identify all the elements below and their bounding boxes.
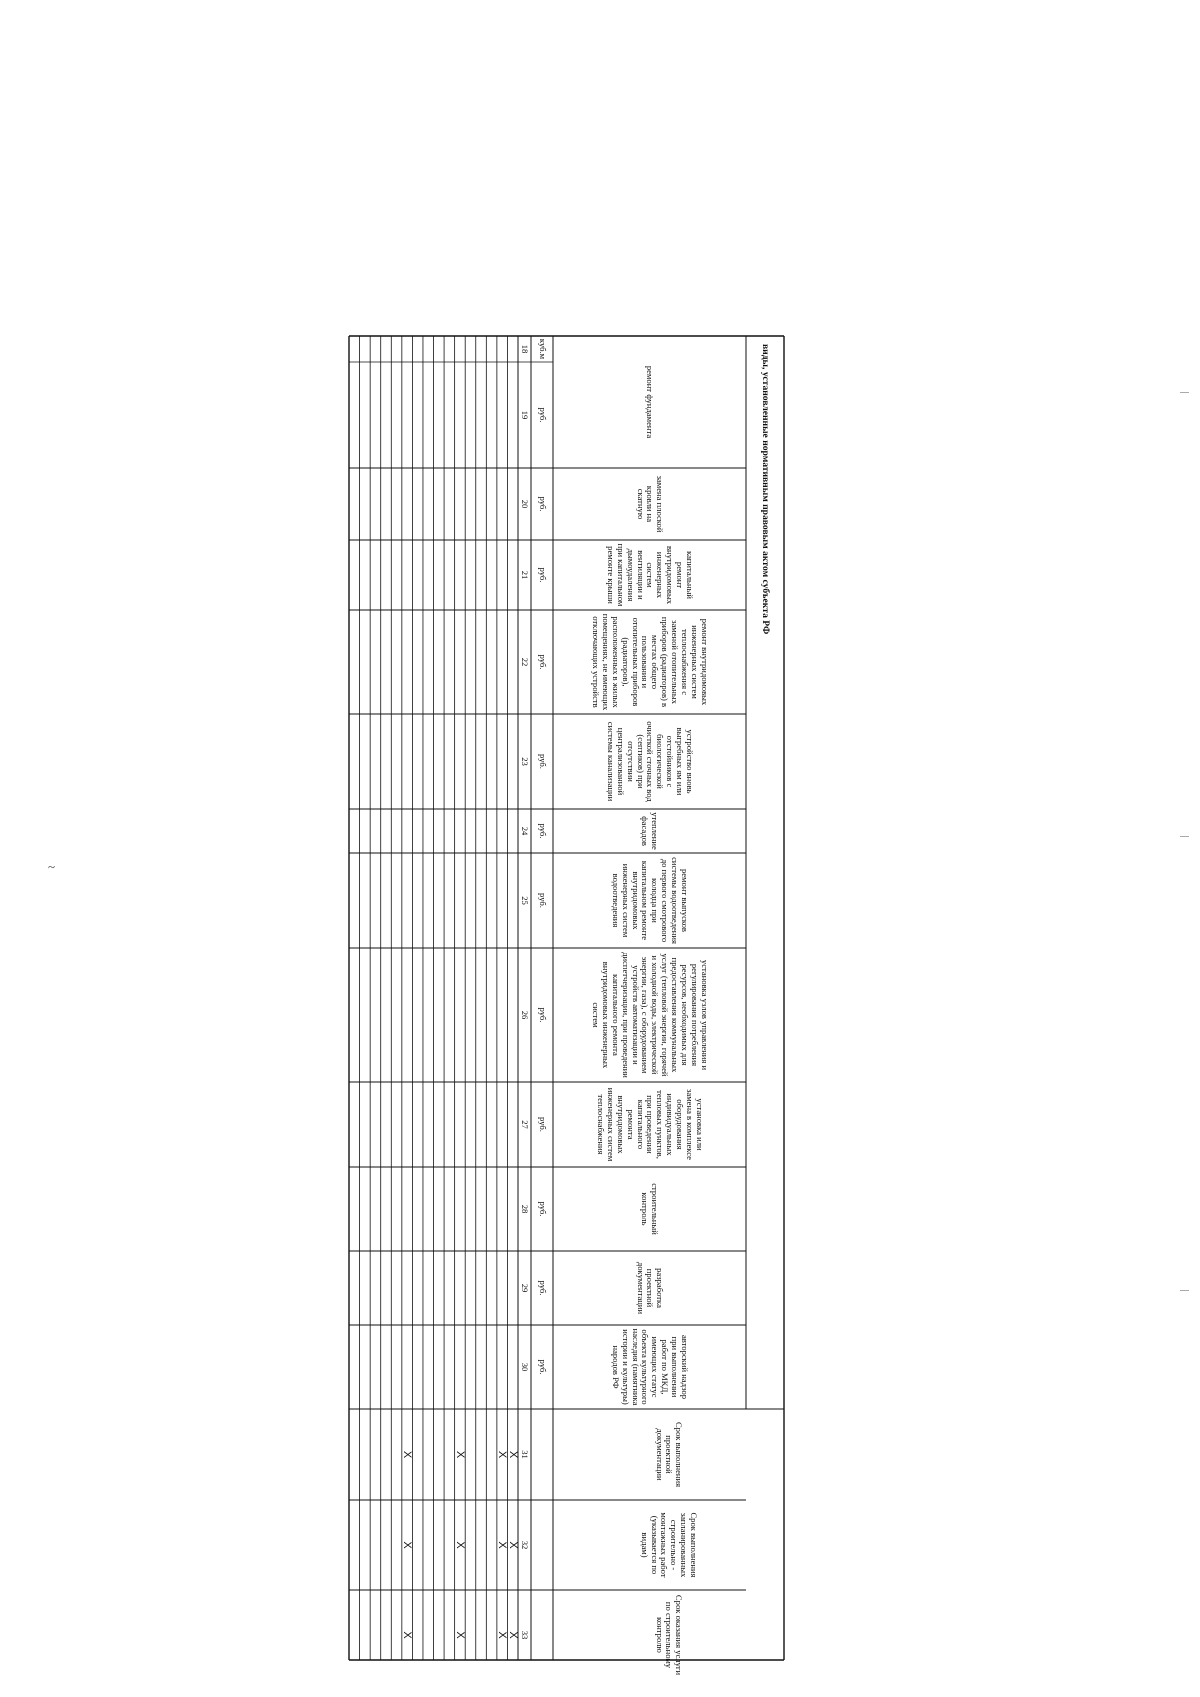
cell-mark: X bbox=[507, 1631, 520, 1639]
column-number: 22 bbox=[520, 657, 531, 667]
column-number: 19 bbox=[520, 410, 531, 420]
column-header: замена плоской кровли на скатную bbox=[635, 475, 666, 533]
column-number: 24 bbox=[520, 826, 531, 836]
unit-label: руб. bbox=[537, 567, 548, 583]
unit-label: руб. bbox=[537, 754, 548, 769]
cell-mark: X bbox=[496, 1450, 509, 1459]
column-header: капитальный ремонт внутридомовых инженерных систем вентиляции и дымоудаления при капитальном ремонте крыши bbox=[605, 543, 695, 607]
unit-label: руб. bbox=[537, 407, 548, 423]
column-number: 25 bbox=[520, 896, 531, 905]
column-header: установка узлов управления и регулирования потребления ресурсов, необходимых для предоставления коммунальных услуг (тепловой энергии, горячей и холодной воды, электрической энергии, газа), с оборудованием устройств автоматизации и диспетчеризации, при проведении капитального ремонта внутридомовых инженерных систем bbox=[591, 952, 710, 1078]
column-number: 23 bbox=[520, 757, 531, 766]
unit-label: руб. bbox=[537, 654, 548, 670]
unit-label: руб. bbox=[537, 1201, 548, 1217]
cell-mark: X bbox=[454, 1450, 467, 1459]
unit-label: руб. bbox=[537, 1117, 548, 1132]
column-header: утепление фасадов bbox=[640, 812, 661, 850]
cell-mark: X bbox=[454, 1541, 467, 1549]
column-header: устройство вновь выгребных ям или отстойников с биологической очисткой сточных вод (септиков) при отсутствии централизованной системы канализации bbox=[605, 721, 695, 802]
column-number: 32 bbox=[520, 1540, 531, 1550]
column-number: 27 bbox=[520, 1120, 531, 1129]
work-schedule-table bbox=[349, 336, 784, 1676]
scan-mark: ~ bbox=[48, 859, 56, 874]
unit-label: руб. bbox=[537, 823, 548, 839]
column-header: разработка проектной документации bbox=[635, 1261, 666, 1315]
column-number: 21 bbox=[520, 570, 531, 580]
cell-mark: X bbox=[454, 1631, 467, 1639]
column-number: 31 bbox=[520, 1450, 531, 1459]
column-header: ремонт внутридомовых инженерных систем теплоснабжения с заменой отопительных приборов (радиаторов) в местах общего пользования и отопительных приборов (радиаторов), расположенных в жилых помещениях, не имеющих отключающих устройств bbox=[591, 613, 710, 711]
cell-mark: X bbox=[496, 1541, 509, 1549]
cell-mark: X bbox=[496, 1631, 509, 1639]
cell-mark: X bbox=[401, 1450, 414, 1459]
column-header: ремонт фундамента bbox=[645, 365, 656, 439]
column-header: установка или замена в комплексе оборудования индивидуальных тепловых пунктов, при проведении капитального ремонта внутридомовых инженерных систем теплоснабжения bbox=[596, 1087, 705, 1162]
column-number: 30 bbox=[520, 1362, 531, 1372]
column-header: Срок оказания услуги по строительному контролю bbox=[654, 1594, 685, 1676]
cell-mark: X bbox=[401, 1541, 414, 1549]
column-number: 18 bbox=[520, 344, 531, 354]
column-number: 26 bbox=[520, 1010, 531, 1020]
unit-label: руб. bbox=[537, 1280, 548, 1296]
column-header: Срок выполнения запланированных строительно - монтажных работ (указывается по видам) bbox=[639, 1512, 700, 1578]
cell-mark: X bbox=[401, 1631, 414, 1639]
unit-label bbox=[531, 1500, 553, 1590]
column-number: 28 bbox=[520, 1204, 531, 1214]
unit-label: руб. bbox=[537, 893, 548, 908]
edge-tick bbox=[1180, 836, 1189, 837]
column-number: 33 bbox=[520, 1630, 531, 1640]
group-header: виды, установленные нормативным правовым актом субъекта РФ bbox=[759, 344, 771, 635]
unit-label: куб.м bbox=[537, 338, 548, 360]
column-header: Срок выполнения проектной документации bbox=[654, 1421, 685, 1488]
unit-label bbox=[531, 1590, 553, 1680]
unit-label: руб. bbox=[537, 1007, 548, 1023]
unit-label bbox=[531, 1409, 553, 1500]
column-header: авторский надзор при выполнении работ по МКД, имеющих статус объекта культурного наследия (памятника истории и культуры) народов РФ bbox=[610, 1328, 690, 1406]
column-header: ремонт выпусков системы водоотведения до первого смотрового колодца при капитальном ремонте внутридомовых инженерных систем водоотведения bbox=[610, 857, 690, 944]
column-number: 29 bbox=[520, 1283, 531, 1293]
cell-mark: X bbox=[507, 1541, 520, 1549]
edge-tick bbox=[1180, 392, 1189, 393]
edge-tick bbox=[1180, 1290, 1189, 1291]
unit-label: руб. bbox=[537, 496, 548, 512]
column-header: строительный контроль bbox=[640, 1183, 661, 1235]
column-number: 20 bbox=[520, 499, 531, 509]
unit-label: руб. bbox=[537, 1359, 548, 1375]
cell-mark: X bbox=[507, 1450, 520, 1459]
